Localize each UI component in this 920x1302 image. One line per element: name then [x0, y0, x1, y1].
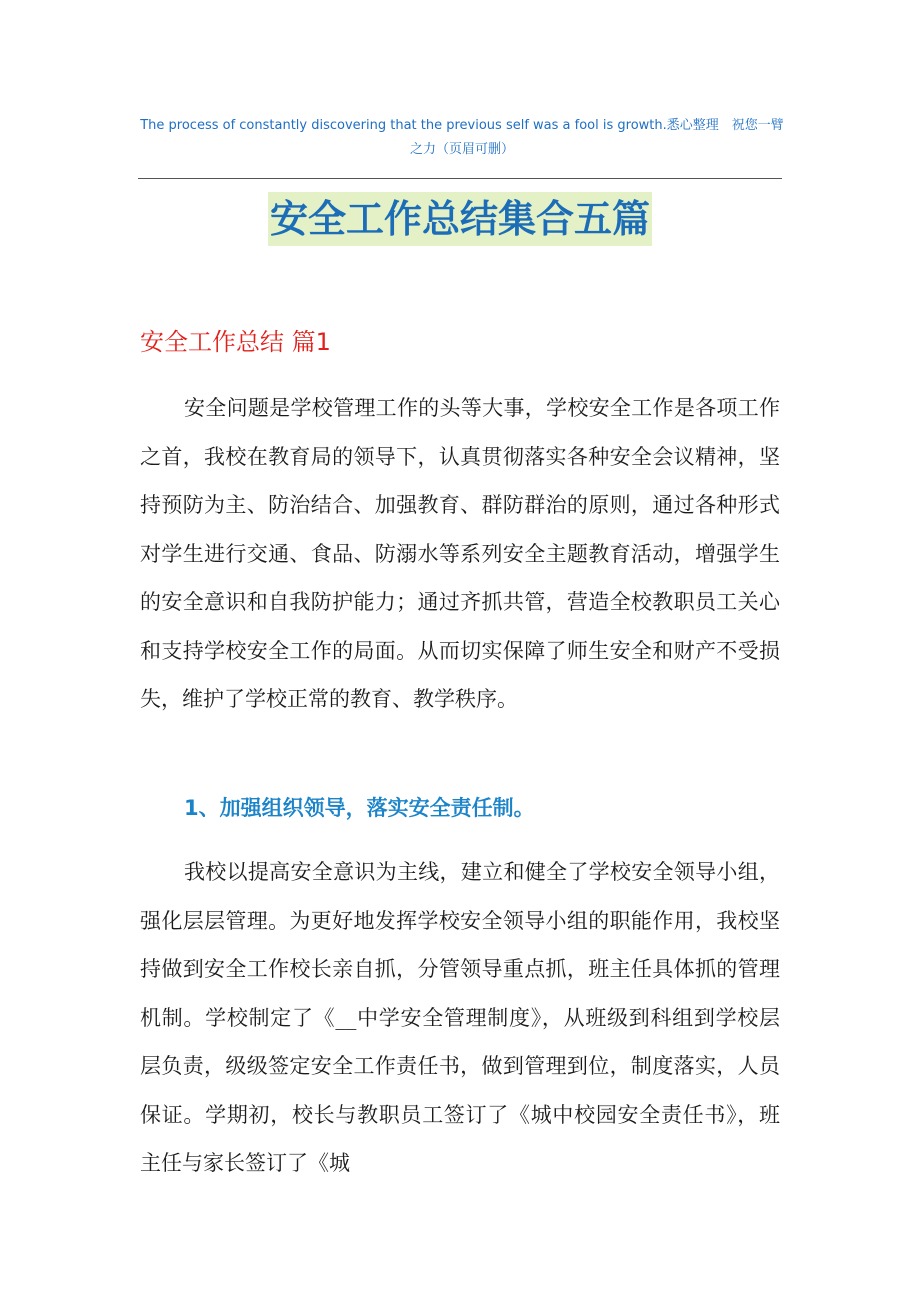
paragraph-1: 安全问题是学校管理工作的头等大事，学校安全工作是各项工作之首，我校在教育局的领导下，认真贯彻落实各种安全会议精神，坚持预防为主、防治结合、加强教育、群防群治的原则，通过各种形式对学生进行交通、食品、防溺水等系列安全主题教育活动，增强学生的安全意识和自我防护能力；通过齐抓共管，营造全校教职员工关心和支持学校安全工作的局面。从而切实保障了师生安全和财产不受损失，维护了学校正常的教育、教学秩序。 — [140, 396, 780, 711]
page-header-text: The process of constantly discovering that the previous self was a fool is growth.悉心整理 祝您一臂之力（页眉可删） — [140, 118, 784, 157]
section-heading: 安全工作总结 篇1 — [140, 328, 331, 356]
paragraph-2: 我校以提高安全意识为主线，建立和健全了学校安全领导小组，强化层层管理。为更好地发挥学校安全领导小组的职能作用，我校坚持做到安全工作校长亲自抓，分管领导重点抓，班主任具体抓的管理机制。学校制定了《__中学安全管理制度》，从班级到科组到学校层层负责，级级签定安全工作责任书，做到管理到位，制度落实，人员保证。学期初，校长与教职员工签订了《城中校园安全责任书》，班主任与家长签订了《城 — [140, 860, 780, 1175]
document-title-wrapper — [0, 192, 920, 246]
sub-heading-1: 1、加强组织领导，落实安全责任制。 — [184, 796, 535, 820]
document-title: 安全工作总结集合五篇 — [268, 192, 652, 246]
header-divider — [138, 178, 782, 179]
